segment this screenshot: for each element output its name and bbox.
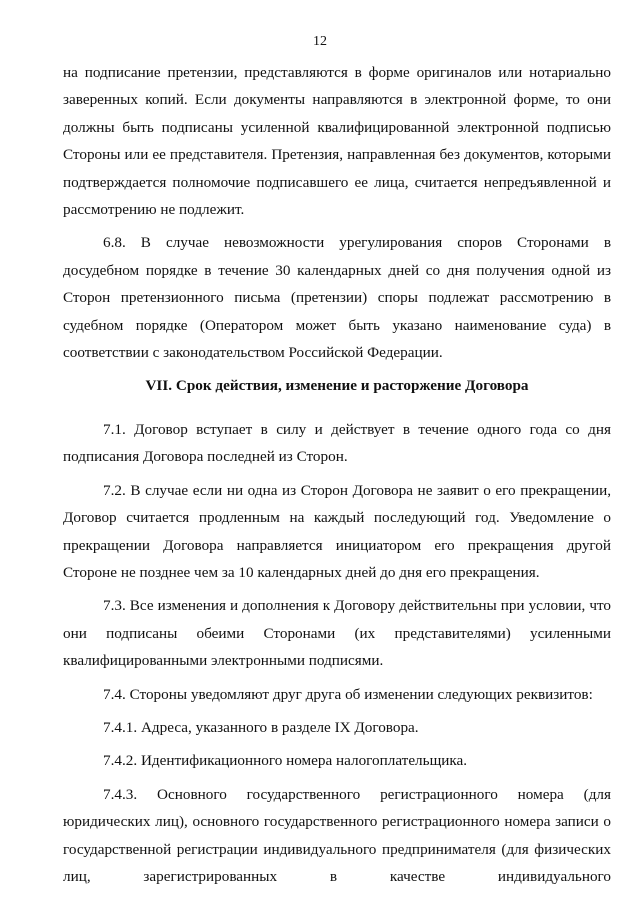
paragraph-7-4: 7.4. Стороны уведомляют друг друга об изменении следующих реквизитов: <box>103 685 593 703</box>
paragraph-7-4-3: 7.4.3. Основного государственного регистрационного номера (для юридических лиц), основного государственного регистрационного номера записи о государственной регистрации индивидуального предпринимателя (для физических лиц, зарегистрированных в качестве индивидуального <box>63 785 611 886</box>
page-number: 12 <box>313 34 327 49</box>
paragraph-7-2: 7.2. В случае если ни одна из Сторон Договора не заявит о его прекращении, Договор считается продленным на каждый последующий год. Уведомление о прекращении Договора направляется инициатором его прекращения другой Стороне не позднее чем за 10 календарных дней до дня его прекращения. <box>63 481 611 582</box>
document-body <box>63 59 611 366</box>
paragraph-7-3: 7.3. Все изменения и дополнения к Договору действительны при условии, что они подписаны обеими Сторонами (их представителями) усиленными квалифицированными электронными подписями. <box>63 597 611 670</box>
paragraph-7-4-1: 7.4.1. Адреса, указанного в разделе IX Договора. <box>103 719 419 737</box>
section-7-heading: VII. Срок действия, изменение и расторжение Договора <box>145 377 529 394</box>
paragraph-7-4-2: 7.4.2. Идентификационного номера налогоплательщика. <box>103 752 468 770</box>
section-7-body <box>63 416 611 891</box>
paragraph-6-7-continuation: на подписание претензии, представляются в форме оригиналов или нотариально заверенных копий. Если документы направляются в электронной форме, то они должны быть подписаны усиленной квалифицированной электронной подписью Стороны или ее представителя. Претензия, направленная без документов, которыми подтверждается полномочие подписавшего ее лица, считается непредъявленной и рассмотрению не подлежит. <box>63 64 611 219</box>
section-7 <box>63 372 611 399</box>
paragraph-7-1: 7.1. Договор вступает в силу и действует в течение одного года со дня подписания Договора последней из Сторон. <box>63 421 611 466</box>
paragraph-6-8: 6.8. В случае невозможности урегулирования споров Сторонами в досудебном порядке в течение 30 календарных дней со дня получения одной из Сторон претензионного письма (претензии) споры подлежат рассмотрению в судебном порядке (Оператором может быть указано наименование суда) в соответствии с законодательством Российской Федерации. <box>63 234 611 362</box>
